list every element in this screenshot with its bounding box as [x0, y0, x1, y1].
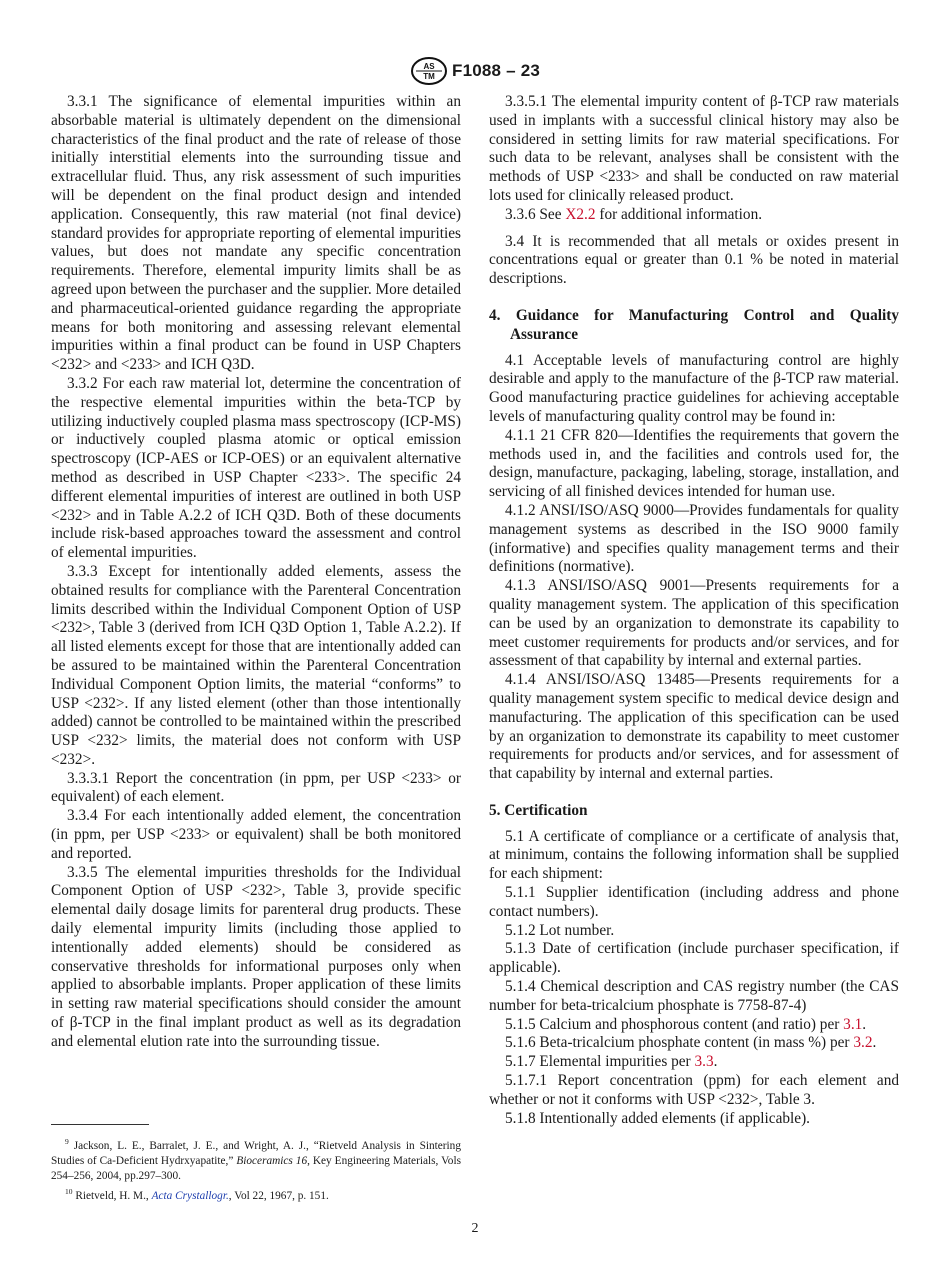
section-4-heading: 4. Guidance for Manufacturing Control and Quality Assurance [489, 306, 899, 343]
xref-3-1-link[interactable]: 3.1 [843, 1015, 863, 1033]
left-column [51, 93, 461, 1052]
paragraph-5-1-1: 5.1.1 Supplier identification (including address and phone contact numbers). [489, 884, 900, 920]
paragraph-5-1-6: 5.1.6 Beta-tricalcium phosphate content (in mass %) per 3.2. [505, 1034, 877, 1052]
paragraph-5-1: 5.1 A certificate of compliance or a certificate of analysis that, at minimum, contains the following information shall be supplied for each shipment: [489, 827, 899, 883]
svg-text:AS: AS [423, 62, 435, 71]
xref-x2-2-link[interactable]: X2.2 [565, 205, 596, 223]
xref-3-3-link[interactable]: 3.3 [694, 1053, 714, 1071]
paragraph-5-1-7: 5.1.7 Elemental impurities per 3.3. [505, 1053, 718, 1071]
paragraph-4-1: 4.1 Acceptable levels of manufacturing control are highly desirable and apply to the manufacture of the β-TCP raw material. Good manufacturing practice guidelines for achieving acceptable levels of manufacturing quality control may be found in: [489, 351, 900, 425]
paragraph-3-3-4: 3.3.4 For each intentionally added element, the concentration (in ppm, per USP <233> or equivalent) shall be both monitored and reported. [51, 807, 461, 862]
paragraph-3-3-5-1: 3.3.5.1 The elemental impurity content of β-TCP raw materials used in implants with a successful clinical history may also be considered in setting limits for raw material specifications. For such data to be relevant, analyses shall be consistent with the methods of USP <233> and shall be conducted on raw material lots used for clinically released product. [489, 93, 899, 204]
paragraph-4-1-4: 4.1.4 ANSI/ISO/ASQ 13485—Presents requirements for a quality management system specific to medical device design and manufacturing. The application of this specification can be used by an organization to demonstrate its capability to meet customer requirements for products and/or services, and for assessment of that capability by internal and external parties. [489, 671, 900, 783]
standard-designation: F1088 – 23 [451, 61, 540, 80]
paragraph-3-3-6: 3.3.6 See X2.2 for additional information. [505, 205, 763, 223]
footnote-9: $^9$ Jackson, L. E., Barralet, J. E., and Wright, A. J., “Rietveld Analysis in Sintering Studies of Ca-Deficient Hydrxyapatite,” Bioceramics 16, Key Engineering Materials, Vols 254–256, 2004, pp.297–300. [51, 1137, 461, 1182]
footnote-10: $^{10}$ Rietveld, H. M., Acta Crystallogr., Vol 22, 1967, p. 151. [65, 1186, 329, 1202]
section-5-heading: 5. Certification [489, 801, 588, 819]
xref-3-2-link[interactable]: 3.2 [853, 1034, 873, 1052]
paragraph-5-1-8: 5.1.8 Intentionally added elements (if applicable). [505, 1109, 810, 1127]
paragraph-5-1-2: 5.1.2 Lot number. [505, 921, 615, 939]
paragraph-3-3-5: 3.3.5 The elemental impurities thresholds for the Individual Component Option of USP <232>, Table 3, provide specific elemental daily dosage limits for parenteral drug products. These daily elemental impurity limits (including those applied to intentionally added elements) should be considered as conservative thresholds for informational purposes only when applied to absorbable implants. Proper application of these limits in setting raw material specifications should consider the amount of β-TCP in the final implant product as well as its degradation and elemental elution rate into the surrounding tissue. [51, 863, 461, 1050]
journal-link[interactable]: Acta Crystallogr. [151, 1189, 229, 1202]
svg-text:TM: TM [423, 72, 435, 81]
paragraph-3-3-3-1: 3.3.3.1 Report the concentration (in ppm, per USP <233> or equivalent) of each element. [51, 769, 462, 806]
paragraph-3-3-1: 3.3.1 The significance of elemental impurities within an absorbable material is ultimately dependent on the dimensional characteristics of the final product and the rate of release of those initially interstitial elements into the surrounding tissue and extracellular fluid. Thus, any risk assessment of such impurities will be dependent on the final product design and intended application. Consequently, this raw material (not final device) standard provides for appropriate reporting of elemental impurities values, but does not mandate any specific concentration requirements. Therefore, elemental impurity limits shall be as agreed upon between the purchaser and the supplier. More detailed and pharmaceutical-oriented guidance regarding the appropriate means for both monitoring and assessing relevant elemental impurities within a final product can be found in USP Chapters <232> and <233> and ICH Q3D. [51, 93, 461, 374]
right-column [489, 93, 899, 1128]
paragraph-3-3-2: 3.3.2 For each raw material lot, determine the concentration of the respective elemental impurities within the beta-TCP by utilizing inductively coupled plasma mass spectroscopy (ICP-MS) or inductively coupled plasma atomic or optical emission spectroscopy (ICP-AES or ICP-OES) or an equivalent alternative method as described in USP Chapter <233>. The specific 24 different elemental impurities of interest are outlined in both USP <232> and in Table A.2.2 of ICH Q3D. Both of these documents include risk-based approaches toward the assessment and control of elemental impurities. [51, 374, 461, 562]
paragraph-5-1-7-1: 5.1.7.1 Report concentration (ppm) for each element and whether or not it conforms with USP <232>, Table 3. [489, 1072, 900, 1108]
paragraph-5-1-4: 5.1.4 Chemical description and CAS registry number (the CAS number for beta-tricalcium phosphate is 7758-87-4) [489, 978, 899, 1014]
paragraph-5-1-3: 5.1.3 Date of certification (include purchaser specification, if applicable). [489, 940, 899, 977]
paragraph-3-4: 3.4 It is recommended that all metals or oxides present in concentrations equal or greater than 0.1 % be noted in material descriptions. [489, 232, 899, 288]
page-number: 2 [471, 1221, 479, 1236]
paragraph-3-3-3: 3.3.3 Except for intentionally added elements, assess the obtained results for compliance with the Parenteral Concentration limits described within the Individual Component Option of USP <232>, Table 3 (derived from ICH Q3D Option 1, Table A.2.2). If all listed elements except for those that are intentionally added can be assured to be maintained within the Parenteral Concentration Individual Component Option limits, the material “conforms” to USP <232>. If any listed element (other than those intentionally added) cannot be controlled to be maintained within the prescribed USP <232> limits, the material does not conform with USP <232>. [51, 562, 461, 768]
paragraph-4-1-2: 4.1.2 ANSI/ISO/ASQ 9000—Provides fundamentals for quality management systems as described in the ISO 9000 family (informative) and specifies quality management terms and their definitions (normative). [489, 501, 899, 576]
paragraph-5-1-5: 5.1.5 Calcium and phosphorous content (and ratio) per 3.1. [505, 1015, 867, 1033]
astm-logo-icon [410, 56, 448, 86]
paragraph-4-1-1: 4.1.1 21 CFR 820—Identifies the requirements that govern the methods used in, and the facilities and controls used for, the design, manufacture, packaging, labeling, storage, installation, and servicing of all finished devices intended for human use. [489, 426, 899, 501]
footnotes [51, 1134, 461, 1204]
footnote-divider [51, 1124, 149, 1125]
paragraph-4-1-3: 4.1.3 ANSI/ISO/ASQ 9001—Presents requirements for a quality management system. The application of this specification can be used by an organization to demonstrate its capability to meet customer requirements for products and/or services, and for assessment of that capability by internal and external parties. [489, 577, 899, 670]
page-header [0, 56, 950, 86]
